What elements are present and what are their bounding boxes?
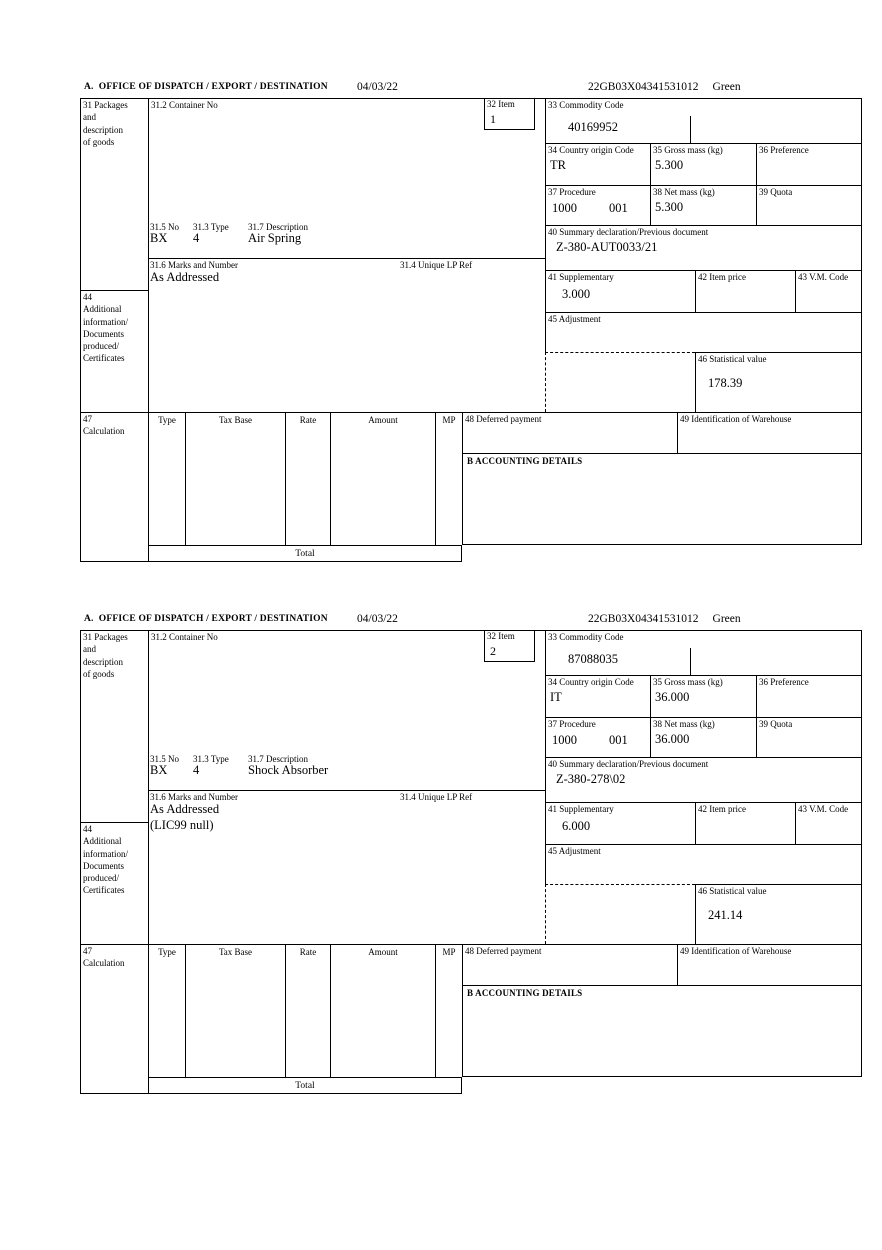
tax-rate-header: Rate xyxy=(299,415,317,425)
preference-label: 36 Preference xyxy=(759,677,809,687)
box-36-preference xyxy=(756,143,862,185)
vm-code-label: 43 V.M. Code xyxy=(798,804,849,814)
procedure-label: 37 Procedure xyxy=(548,719,596,729)
statistical-value: 241.14 xyxy=(708,908,743,922)
marks-numbers-value: As Addressed xyxy=(150,802,220,816)
box-47-calculation xyxy=(80,412,148,562)
declaration-date: 04/03/22 xyxy=(357,81,398,93)
box-31-label-line: description xyxy=(83,656,123,667)
declaration-item-block xyxy=(80,80,862,562)
procedure-value: 1000 xyxy=(552,733,577,747)
gross-mass-label: 35 Gross mass (kg) xyxy=(653,677,723,687)
box-47-calculation xyxy=(80,944,148,1094)
package-type-value: 4 xyxy=(193,763,200,777)
item-number-value: 1 xyxy=(490,112,496,127)
net-mass-label: 38 Net mass (kg) xyxy=(653,719,715,729)
gross-mass-value: 36.000 xyxy=(655,690,690,704)
box-49-warehouse-id xyxy=(677,412,862,453)
tax-amount-header: Amount xyxy=(368,415,398,425)
country-origin-value: IT xyxy=(550,690,562,704)
box-31-2-container-no xyxy=(148,98,545,412)
statistical-value-label: 46 Statistical value xyxy=(698,354,767,364)
tax-rate-header: Rate xyxy=(299,947,317,957)
tax-base-header: Tax Base xyxy=(218,947,253,957)
box-36-preference xyxy=(756,675,862,717)
box-40-summary-declaration xyxy=(545,225,862,270)
box-35-gross-mass xyxy=(650,143,756,185)
commodity-code-value: 87088035 xyxy=(568,652,618,666)
routing-status: Green xyxy=(712,81,741,93)
box-44-label-line: Certificates xyxy=(83,353,125,364)
country-origin-label: 34 Country origin Code xyxy=(548,145,634,155)
item-price-label: 42 Item price xyxy=(698,804,746,814)
container-no-label: 31.2 Container No xyxy=(151,100,218,110)
box-44-label-line: Additional xyxy=(83,304,122,315)
tax-amount-column xyxy=(330,944,435,1077)
box-44-additional-information xyxy=(80,290,148,412)
package-type-value: 4 xyxy=(193,231,200,245)
tax-type-header: Type xyxy=(158,947,176,957)
box-37-procedure xyxy=(545,717,650,757)
box-44-label-line: information/ xyxy=(83,316,128,327)
marks-and-number-label: 31.6 Marks and Number xyxy=(150,260,238,270)
box-39-quota xyxy=(756,717,862,757)
item-label: 32 Item xyxy=(487,99,515,109)
package-type-label: 31.3 Type xyxy=(193,222,229,232)
tax-total-row xyxy=(148,545,462,562)
box-38-net-mass xyxy=(650,717,756,757)
procedure-label: 37 Procedure xyxy=(548,187,596,197)
box-31-label-line: description xyxy=(83,124,123,135)
package-no-label: 31.5 No xyxy=(150,754,179,764)
box-31-packages xyxy=(80,98,148,290)
box-44-label-line: 44 xyxy=(83,292,92,302)
box-40-summary-declaration xyxy=(545,757,862,802)
unique-lp-ref-label: 31.4 Unique LP Ref xyxy=(400,792,473,802)
dashed-region xyxy=(545,352,695,412)
box-48-deferred-payment xyxy=(462,412,677,453)
box-46-statistical-value xyxy=(695,884,862,944)
box-31-packages xyxy=(80,630,148,822)
box-44-label-line: produced/ xyxy=(83,341,119,351)
box-44-label-line: Documents xyxy=(83,328,124,339)
supplementary-units-value: 3.000 xyxy=(562,287,591,301)
box-44-label-line: produced/ xyxy=(83,873,119,883)
box-37-procedure xyxy=(545,185,650,225)
box-31-label-line: of goods xyxy=(83,136,115,147)
box-43-vm-code xyxy=(795,270,862,312)
quota-label: 39 Quota xyxy=(759,187,793,197)
accounting-details-label: B ACCOUNTING DETAILS xyxy=(467,456,583,466)
tax-type-column xyxy=(148,412,185,545)
box-39-quota xyxy=(756,185,862,225)
tax-mp-header: MP xyxy=(442,947,456,957)
vm-code-label: 43 V.M. Code xyxy=(798,272,849,282)
box-31-label-line: 31 Packages xyxy=(83,632,128,642)
box-45-adjustment xyxy=(545,844,862,884)
office-of-dispatch-heading: A. OFFICE OF DISPATCH / EXPORT / DESTINATION xyxy=(84,614,328,624)
gross-mass-label: 35 Gross mass (kg) xyxy=(653,145,723,155)
box-49-warehouse-id xyxy=(677,944,862,985)
adjustment-label: 45 Adjustment xyxy=(548,846,601,856)
accounting-details-box xyxy=(462,985,862,1077)
quota-label: 39 Quota xyxy=(759,719,793,729)
country-origin-label: 34 Country origin Code xyxy=(548,677,634,687)
declaration-reference xyxy=(588,613,741,625)
box-31-label-line: and xyxy=(83,644,96,655)
tax-mp-column xyxy=(435,944,462,1077)
tax-amount-column xyxy=(330,412,435,545)
box-41-supplementary xyxy=(545,802,695,844)
goods-description-value: Air Spring xyxy=(248,231,302,245)
net-mass-value: 36.000 xyxy=(655,732,690,746)
marks-divider-line xyxy=(148,790,545,791)
commodity-code-divider xyxy=(690,648,691,675)
tax-rate-column xyxy=(285,412,330,545)
total-label: Total xyxy=(295,1081,315,1091)
commodity-code-label: 33 Commodity Code xyxy=(548,632,624,642)
marks-divider-line xyxy=(148,258,545,259)
tax-base-column xyxy=(185,944,285,1077)
tax-base-header: Tax Base xyxy=(218,415,253,425)
procedure-ext-value: 001 xyxy=(609,201,628,215)
deferred-payment-label: 48 Deferred payment xyxy=(465,946,542,956)
box-42-item-price xyxy=(695,270,795,312)
box-31-label-line: of goods xyxy=(83,668,115,679)
additional-info-value: (LIC99 null) xyxy=(150,818,214,832)
tax-base-column xyxy=(185,412,285,545)
box-38-net-mass xyxy=(650,185,756,225)
goods-description-label: 31.7 Description xyxy=(248,222,308,232)
box-33-commodity-code xyxy=(545,98,862,143)
box-32-item xyxy=(484,630,535,662)
mrn-number: 22GB03X04341531012 xyxy=(588,613,699,625)
declaration-item-block xyxy=(80,612,862,1094)
box-34-country-origin xyxy=(545,143,650,185)
adjustment-label: 45 Adjustment xyxy=(548,314,601,324)
item-price-label: 42 Item price xyxy=(698,272,746,282)
box-46-statistical-value xyxy=(695,352,862,412)
commodity-code-value: 40169952 xyxy=(568,120,618,134)
commodity-code-label: 33 Commodity Code xyxy=(548,100,624,110)
summary-declaration-value: Z-380-AUT0033/21 xyxy=(556,240,658,254)
box-32-item xyxy=(484,98,535,130)
box-34-country-origin xyxy=(545,675,650,717)
tax-rate-column xyxy=(285,944,330,1077)
country-origin-value: TR xyxy=(550,158,566,172)
box-43-vm-code xyxy=(795,802,862,844)
tax-mp-column xyxy=(435,412,462,545)
box-41-supplementary xyxy=(545,270,695,312)
warehouse-id-label: 49 Identification of Warehouse xyxy=(680,414,792,424)
procedure-ext-value: 001 xyxy=(609,733,628,747)
box-44-label-line: information/ xyxy=(83,848,128,859)
box-47-label-line: 47 xyxy=(83,946,92,956)
tax-type-column xyxy=(148,944,185,1077)
box-35-gross-mass xyxy=(650,675,756,717)
mrn-number: 22GB03X04341531012 xyxy=(588,81,699,93)
box-44-label-line: Additional xyxy=(83,836,122,847)
summary-declaration-label: 40 Summary declaration/Previous document xyxy=(548,227,709,237)
declaration-reference xyxy=(588,81,741,93)
gross-mass-value: 5.300 xyxy=(655,158,684,172)
tax-amount-header: Amount xyxy=(368,947,398,957)
summary-declaration-label: 40 Summary declaration/Previous document xyxy=(548,759,709,769)
procedure-value: 1000 xyxy=(552,201,577,215)
goods-description-value: Shock Absorber xyxy=(248,763,329,777)
package-no-value: BX xyxy=(150,763,168,777)
goods-description-label: 31.7 Description xyxy=(248,754,308,764)
item-label: 32 Item xyxy=(487,631,515,641)
net-mass-value: 5.300 xyxy=(655,200,684,214)
box-31-2-container-no xyxy=(148,630,545,944)
accounting-details-box xyxy=(462,453,862,545)
office-of-dispatch-heading: A. OFFICE OF DISPATCH / EXPORT / DESTINATION xyxy=(84,82,328,92)
box-44-label-line: Certificates xyxy=(83,885,125,896)
package-no-label: 31.5 No xyxy=(150,222,179,232)
package-type-label: 31.3 Type xyxy=(193,754,229,764)
supplementary-units-value: 6.000 xyxy=(562,819,591,833)
deferred-payment-label: 48 Deferred payment xyxy=(465,414,542,424)
net-mass-label: 38 Net mass (kg) xyxy=(653,187,715,197)
box-48-deferred-payment xyxy=(462,944,677,985)
item-number-value: 2 xyxy=(490,644,496,659)
box-33-commodity-code xyxy=(545,630,862,675)
statistical-value-label: 46 Statistical value xyxy=(698,886,767,896)
container-no-label: 31.2 Container No xyxy=(151,632,218,642)
box-44-label-line: 44 xyxy=(83,824,92,834)
box-44-label-line: Documents xyxy=(83,860,124,871)
tax-type-header: Type xyxy=(158,415,176,425)
box-42-item-price xyxy=(695,802,795,844)
summary-declaration-value: Z-380-278\02 xyxy=(556,772,626,786)
box-31-label-line: 31 Packages xyxy=(83,100,128,110)
supplementary-label: 41 Supplementary xyxy=(548,272,614,282)
supplementary-label: 41 Supplementary xyxy=(548,804,614,814)
box-47-label-line: 47 xyxy=(83,414,92,424)
commodity-code-divider xyxy=(690,116,691,143)
box-47-label-line: Calculation xyxy=(83,426,125,437)
box-44-additional-information xyxy=(80,822,148,944)
declaration-date: 04/03/22 xyxy=(357,613,398,625)
package-no-value: BX xyxy=(150,231,168,245)
marks-numbers-value: As Addressed xyxy=(150,270,220,284)
box-47-label-line: Calculation xyxy=(83,958,125,969)
box-45-adjustment xyxy=(545,312,862,352)
total-label: Total xyxy=(295,549,315,559)
warehouse-id-label: 49 Identification of Warehouse xyxy=(680,946,792,956)
dashed-region xyxy=(545,884,695,944)
routing-status: Green xyxy=(712,613,741,625)
unique-lp-ref-label: 31.4 Unique LP Ref xyxy=(400,260,473,270)
marks-and-number-label: 31.6 Marks and Number xyxy=(150,792,238,802)
preference-label: 36 Preference xyxy=(759,145,809,155)
statistical-value: 178.39 xyxy=(708,376,743,390)
box-31-label-line: and xyxy=(83,112,96,123)
accounting-details-label: B ACCOUNTING DETAILS xyxy=(467,988,583,998)
tax-total-row xyxy=(148,1077,462,1094)
tax-mp-header: MP xyxy=(442,415,456,425)
